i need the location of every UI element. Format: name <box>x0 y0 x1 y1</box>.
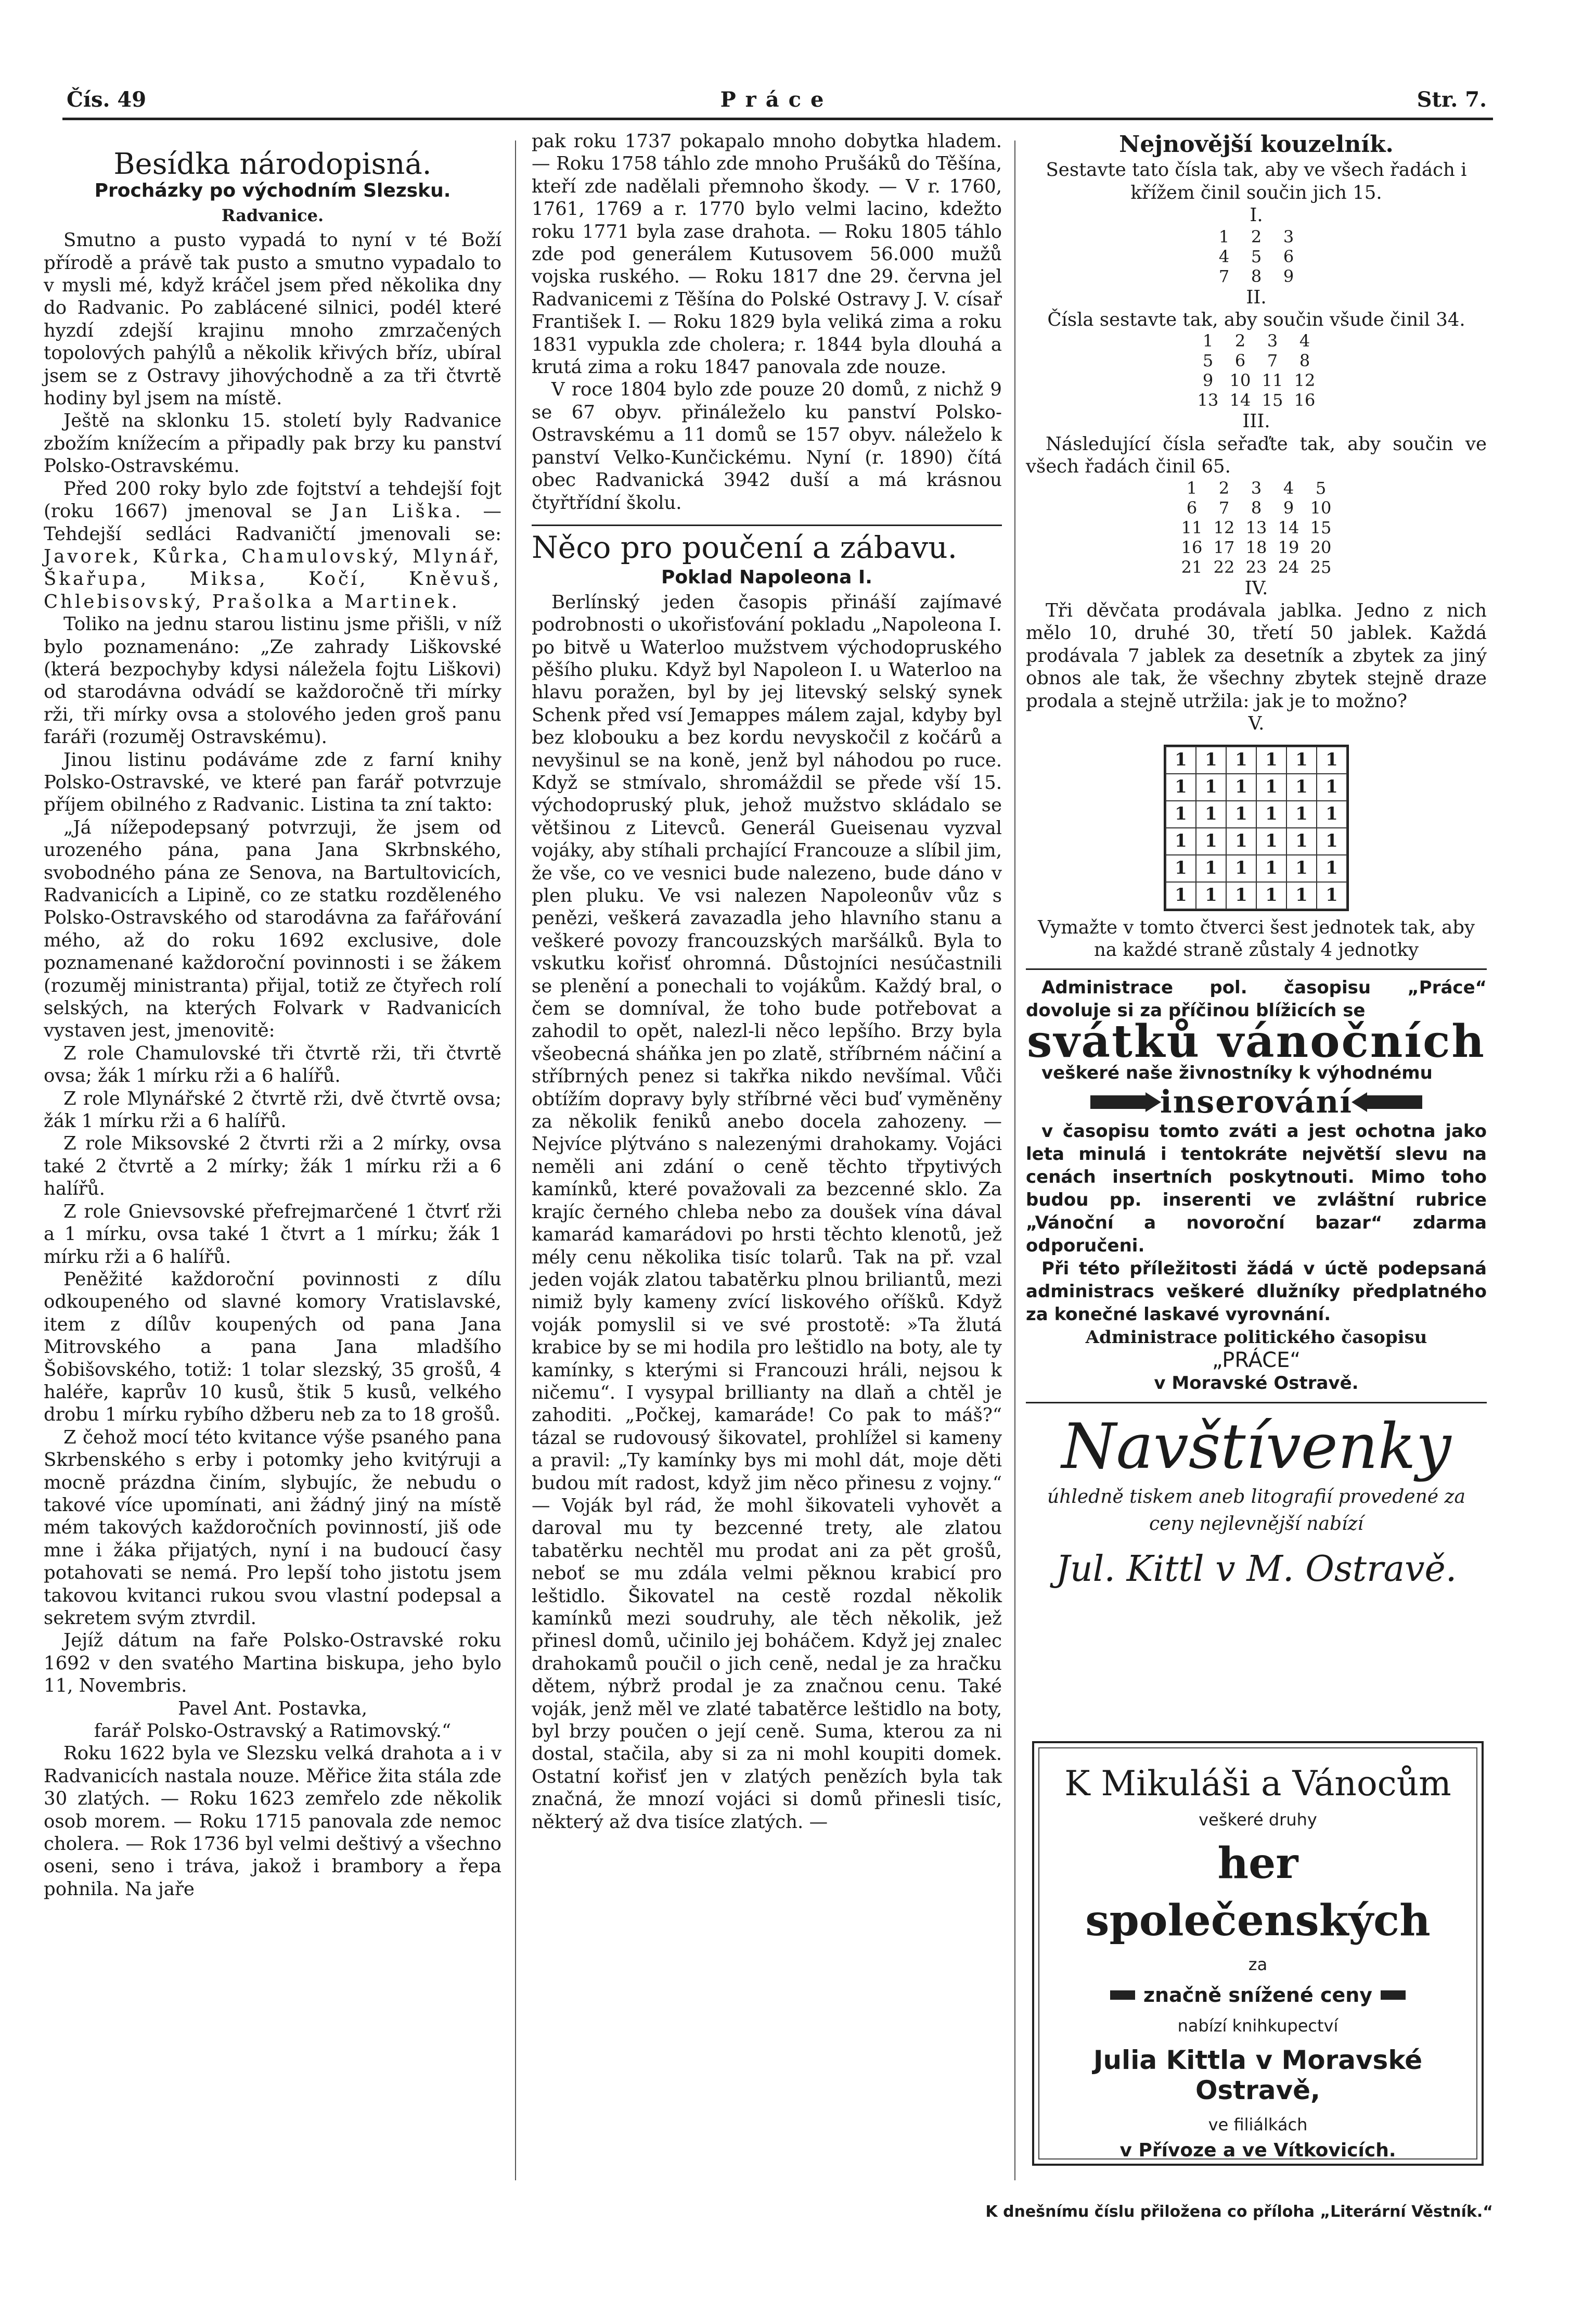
article-place: Radvanice. <box>221 205 324 225</box>
grid-cell: 1 <box>1226 855 1256 882</box>
grid-cell: 8 <box>1299 351 1310 371</box>
grid-cell: 1 <box>1226 774 1256 801</box>
grid-row <box>1166 801 1347 828</box>
grid-cell: 10 <box>1229 370 1251 391</box>
divider <box>1026 968 1487 970</box>
grid-cell: 13 <box>1245 517 1267 538</box>
grid-cell: 24 <box>1278 557 1299 577</box>
grid-cell: 18 <box>1245 537 1267 557</box>
grid-row <box>1166 747 1347 774</box>
grid-cell: 1 <box>1317 801 1347 828</box>
grid-cell: 1 <box>1317 882 1347 909</box>
ad-text: ve filiálkách <box>1208 2115 1308 2135</box>
grid-cell: 5 <box>1251 246 1262 266</box>
grid-cell: 7 <box>1218 266 1230 286</box>
grid-row <box>1166 855 1347 882</box>
grid-cell: 10 <box>1310 497 1332 518</box>
grid-cell: 15 <box>1310 517 1332 538</box>
grid-cell: 1 <box>1202 331 1214 351</box>
puzzle-title: Nejnovější kouzelník. <box>1119 131 1394 158</box>
grid-cell: 1 <box>1226 882 1256 909</box>
newspaper-title: Práce <box>720 87 833 112</box>
column-divider <box>515 140 516 2180</box>
administration-notice <box>1026 976 1487 1395</box>
grid-cell: 20 <box>1310 537 1332 557</box>
grid-cell: 25 <box>1310 557 1332 577</box>
ad-text: úhledně tiskem aneb litografií provedené za ceny nejlevnější nabízí <box>1047 1486 1465 1535</box>
footer-note: K dnešnímu číslu přiložena co příloha „Literární Věstník.“ <box>985 2203 1493 2221</box>
grid-cell: 16 <box>1294 390 1316 411</box>
paragraph: Peněžité každoroční povinnosti z dílu odkoupeného od slavné komory Vratislavské, item z dílův koupených od pana Jana Mitrovského a pana Jana mladšího Šobišovského, totiž: 1 tolar slezský, 35 grošů, 4 haléře, kaprův 10 kusů, štik 5 kusů, velkého drobu 1 mírku rybího džberu neb za to 18 grošů. <box>44 1268 501 1426</box>
notice-text: Při této příležitosti žádá v úctě podepsaná administracs veškeré dlužníky předplatného za konečné laskavé vyrovnání. <box>1026 1258 1487 1325</box>
issue-number: Čís. 49 <box>67 87 147 112</box>
ad-text: za <box>1248 1954 1268 1974</box>
grid-cell: 6 <box>1234 351 1246 371</box>
paragraph: V roce 1804 bylo zde pouze 20 domů, z nichž 9 se 67 obyv. přináleželo ku panství Polsko-Ostravskému a 11 domů se 157 obyv. náleželo k panství Velko-Kunčickému. Nyní (r. 1890) čítá obec Radvanická 3942 duší a má krásnou čtyřtřídní školu. <box>532 379 1002 514</box>
paragraph: Toliko na jednu starou listinu jsme přišli, v níž bylo poznamenáno: „Ze zahrady Liškovské (která bezpochyby kdysi náležela fojtu Liškovi) od starodávna odvádí se každoročně tři mírky rži, tři mírky ovsa a stolového jeden groš panu faráři (rozuměj Ostravskému). <box>44 614 501 748</box>
grid-cell: 1 <box>1226 747 1256 774</box>
grid-cell: 4 <box>1283 478 1294 498</box>
ad-signature: Jul. Kittl v M. Ostravě. <box>1056 1549 1457 1590</box>
grid-cell: 1 <box>1166 882 1196 909</box>
grid-row <box>1176 538 1337 557</box>
divider <box>532 525 1002 526</box>
number-grid-2 <box>1192 331 1321 410</box>
paragraph: pak roku 1737 pokapalo mnoho dobytka hladem. — Roku 1758 táhlo zde mnoho Prušáků do Těšína, kteří zde nadělali přemnoho škody. — V r. 1760, 1761, 1769 a r. 1770 bylo velmi lacino, kdežto roku 1771 byla zase drahota. — Roku 1805 táhlo zde pod generálem Kutusovem 56.000 mužů vojska ruského. — Roku 1817 dne 29. června jel Radvanicemi z Těšína do Polské Ostravy J. V. císař František I. — Roku 1829 byla veliká zima a roku 1831 vypukla zde cholera; r. 1844 byla dlouhá a krutá zima a roku 1847 panovala zde nouze. <box>532 131 1002 378</box>
grid-cell: 2 <box>1218 478 1230 498</box>
grid-cell: 1 <box>1286 855 1317 882</box>
article-subtitle: Procházky po východním Slezsku. <box>94 180 451 202</box>
grid-cell: 1 <box>1256 882 1286 909</box>
grid-row <box>1192 390 1321 410</box>
paragraph: Smutno a pusto vypadá to nyní v té Boží přírodě a právě tak pusto a smutno vypadalo to v mysli mé, když kráčel jsem před několika dny do Radvanic. Po zablácené silnici, podél které hyzdí zdejší krajinu mnoho zmrzačených topolových pahýlů a několik křivých bříz, ubíral jsem se z Ostravy jihovýchodně a za tři čtvrtě hodiny byl jsem na místě. <box>44 229 501 410</box>
paragraph: Tři děvčata prodávala jablka. Jedno z nich mělo 10, druhé 30, třetí 50 jablek. Každá prodávala 7 jablek za desetník a zbytek za jiný obnos ale tak, že všechny zbytek stejně draze prodala a stejně utržila: jak je to možno? <box>1026 600 1487 712</box>
grid-cell: 7 <box>1267 351 1278 371</box>
paragraph: „Já nížepodepsaný potvrzuji, že jsem od urozeného pána, pana Jana Skrbnského, svobodného pána ze Senova, na Bartultovicích, Radvanicích a Lipině, co ze statku rozděleného Polsko-Ostravského od starodávna za fařářování mého, až do roku 1692 exclusive, dole poznamenané každoroční povinnosti i se žákem (rozuměj ministranta) přijal, totiž ze čtyřech rolí selských, na kterých Folvark v Radvanicích vystaven jest, jmenovitě: <box>44 816 501 1042</box>
grid-cell: 9 <box>1202 370 1214 391</box>
grid-cell: 1 <box>1196 855 1226 882</box>
grid-cell: 9 <box>1283 497 1294 518</box>
paragraph: Jejíž dátum na faře Polsko-Ostravské roku 1692 v den svatého Martina biskupa, jeho bylo 11, Novembris. <box>44 1630 501 1697</box>
article-title: Besídka národopisná. <box>113 147 432 181</box>
paragraph: Ještě na sklonku 15. století byly Radvanice zbožím knížecím a připadly pak brzy ku panství Polsko-Ostravskému. <box>44 410 501 477</box>
grid-cell: 1 <box>1317 747 1347 774</box>
grid-cell: 1 <box>1218 226 1230 247</box>
grid-cell: 1 <box>1166 801 1196 828</box>
grid-cell: 1 <box>1256 828 1286 855</box>
grid-cell: 17 <box>1213 537 1235 557</box>
decorative-bar <box>1110 1990 1135 2000</box>
grid-cell: 1 <box>1196 801 1226 828</box>
pointing-hand-icon <box>1090 1095 1148 1109</box>
paragraph: Berlínský jeden časopis přináší zajímavé podrobnosti o ukořisťování pokladu „Napoleona I. po bitvě u Waterloo mužstvem východopruského pěšího pluku. Když byl Napoleon I. u Waterloo na hlavu poražen, byl by jej litevský selský synek Schenk před vsí Jemappes málem zajal, kdyby byl bez klobouku a bez kordu nevyskočil z kočárů a nevyšinul se na koně, jenž byl náhodou po ruce. Když se stmívalo, shromáždil se přede vší 15. východopruský pluk, jehož mužstvo skládalo se většinou z Litevců. Generál Gueisenau vyzval vojáky, aby stíhali prchající Francouze a slíbil jim, že vše, co ve vesnici bude nalezeno, bude dáno v plen pluku. Ve vsi nalezen Napoleonův vůz s penězi, veškerá zavazadla jeho hlavního stanu a veškeré povozy francouzských maršálků. Byla to vskutku kořisť ohromná. Důstojníci nesúčastnili se plenění a ponechali to vojákům. Každý bral, o čem se domníval, že toho bude potřebovat a zahodil to opět, nalezl-li něco lepšího. Brzy byla všeobecná sháňka jen po zlatě, stříbrném náčiní a stříbrných penez si takřka nikdo nevšímal. Vůči obtížím dopravy byly stříbrné věci buď vyměněny za několik feniků anebo docela zahozeny. — Nejvíce plýtváno s nalezenými drahokamy. Vojáci neměli ani zdání o ceně těchto třpytivých kamínků, které považovali za bezcenné sklo. Za krajíc černého chleba nebo za doušek vína dával kamarád kamarádovi po hrsti těchto klenotů, jež mély cenu několika tisíc tolarů. Tak na př. vzal jeden voják zlatou tabatěrku plnou briliantů, mezi nimiž byly kameny zvící liskového oříšků. Když voják pomyslil si ve své prostotě: »Ta žlutá krabice by se mi hodila pro leštidlo na boty, ale ty kamínky, s kterými si Francouzi hráli, nejsou k ničemu“. I vysypal brillianty na dlaň a chtěl je zahoditi. „Počkej, kamaráde! Co pak to máš?“ tázal se rudovousý šikovatel, prohlížel si kameny a pravil: „Ty kamínky bys mi mohl dát, moje děti budou mít radost, když jim něco přinesu z vojny.“ — Voják byl rád, že mohl šikovateli vyhovět a daroval mu ty bezcenné trety, ale zlatou tabatěrku nechtěl mu prodat ani za pět grošů, neboť se mu zdála velmi pěknou krabicí pro leštidlo. Šikovatel na cestě rozdal několik kamínků mezi soudruhy, ale těch několik, jež přinesl domů, učinilo jej boháčem. Když jej znalec drahokamů poučil o jich ceně, nedal je za hračku dětem, nýbrž prodal je za značnou cenu. Také voják, jenž měl ve zlaté tabatěrce leštidlo na boty, byl brzy poučen o její ceně. Suma, kterou za ni dostal, stačila, aby si za ni mohl koupiti domek. Ostatní kořisť jen v zlatých penězích byla tak značná, že mnozí vojáci si domů přinesli tisíc, některý až dva tisíce zlatých. — <box>532 591 1002 1833</box>
grid-cell: 16 <box>1181 537 1203 557</box>
ad-text: nabízí knihkupectví <box>1177 2016 1338 2036</box>
grid-row <box>1166 774 1347 801</box>
notice-headline: inserování <box>1160 1084 1353 1121</box>
grid-row <box>1176 557 1337 577</box>
column-1 <box>44 130 501 1900</box>
grid-cell: 14 <box>1229 390 1251 411</box>
paragraph: Roku 1622 byla ve Slezsku velká drahota a i v Radvanicích nastala nouze. Měřice žita stála zde 30 zlatých. — Roku 1623 zemřelo zde několik osob morem. — Roku 1715 panovala zde nemoc cholera. — Rok 1736 byl velmi deštivý a všechno oseni, seno i tráva, jakož i brambory a řepa pohnila. Na jaře <box>44 1743 501 1900</box>
puzzle-label: I. <box>1250 205 1263 226</box>
grid-cell: 22 <box>1213 557 1235 577</box>
puzzle-label: V. <box>1248 713 1265 735</box>
notice-signature: Administrace politického časopisu <box>1085 1327 1427 1348</box>
ad-price-line: značně snížené ceny <box>1039 1984 1476 2007</box>
inserovani-row <box>1026 1084 1487 1121</box>
ad-text: v Přívoze a ve Vítkovicích. <box>1119 2140 1396 2161</box>
grid-cell: 1 <box>1256 747 1286 774</box>
grid-row <box>1192 370 1321 390</box>
grid-cell: 5 <box>1315 478 1327 498</box>
grid-cell: 1 <box>1256 801 1286 828</box>
pointing-hand-icon <box>1365 1095 1422 1109</box>
paragraph: Z role Chamulovské tři čtvrtě rži, tři čtvrtě ovsa; žák 1 mírku rži a 6 halířů. <box>44 1042 501 1087</box>
grid-cell: 3 <box>1283 226 1294 247</box>
column-3 <box>1026 130 1487 1601</box>
grid-cell: 1 <box>1286 801 1317 828</box>
grid-cell: 14 <box>1278 517 1299 538</box>
puzzle-intro: Následující čísla seřaďte tak, aby součin ve všech řadách činil 65. <box>1026 433 1487 478</box>
grid-cell: 9 <box>1283 266 1294 286</box>
grid-row <box>1166 828 1347 855</box>
grid-cell: 7 <box>1218 497 1230 518</box>
grid-row <box>1208 227 1305 247</box>
ad-text: veškeré druhy <box>1199 1810 1317 1830</box>
ad-seller: Julia Kittla v Moravské Ostravě, <box>1093 2045 1423 2105</box>
grid-cell: 1 <box>1166 774 1196 801</box>
grid-cell: 2 <box>1251 226 1262 247</box>
grid-cell: 11 <box>1181 517 1203 538</box>
grid-cell: 1 <box>1166 747 1196 774</box>
notice-text: veškeré naše živnostníky k výhodnému <box>1041 1063 1433 1084</box>
grid-cell: 8 <box>1251 497 1262 518</box>
divider <box>1026 1402 1487 1403</box>
section-title: Něco pro poučení a zábavu. <box>532 529 958 565</box>
page-number: Str. 7. <box>1417 87 1487 112</box>
grid-row <box>1192 351 1321 370</box>
grid-cell: 1 <box>1166 828 1196 855</box>
paragraph: Z role Gnievsovské přefrejmarčené 1 čtvrť rži a 1 mírku, ovsa také 1 čtvrt a 1 mírku; žák 1 mírku rži a 6 halířů. <box>44 1200 501 1268</box>
article-subtitle: Poklad Napoleona I. <box>661 567 872 589</box>
grid-cell: 3 <box>1267 331 1278 351</box>
grid-cell: 8 <box>1251 266 1262 286</box>
ad-headline: K Mikuláši a Vánocům <box>1064 1764 1451 1804</box>
grid-cell: 4 <box>1218 246 1230 266</box>
grid-cell: 6 <box>1283 246 1294 266</box>
grid-row <box>1208 247 1305 266</box>
grid-cell: 15 <box>1262 390 1283 411</box>
paragraph: Jinou listinu podáváme zde z farní knihy Polsko-Ostravské, ve které pan farář potvrzuje příjem obilného z Radvanic. Listina ta zní takto: <box>44 749 501 816</box>
grid-cell: 1 <box>1196 774 1226 801</box>
grid-row <box>1166 882 1347 909</box>
header-rule <box>62 118 1493 120</box>
column-divider <box>1014 140 1015 2180</box>
notice-text: v časopisu tomto zváti a jest ochotna jako leta minulá i tentokráte největší slevu na cenách insertních poskytnouti. Mimo toho budou pp. inserenti ve zvláštní rubrice „Vánoční a novoroční bazar“ zdarma odporučeni. <box>1026 1121 1487 1257</box>
grid-cell: 1 <box>1317 855 1347 882</box>
grid-cell: 1 <box>1286 747 1317 774</box>
signature: Pavel Ant. Postavka, <box>178 1697 367 1719</box>
grid-row <box>1176 518 1337 538</box>
puzzle-text: Vymažte v tomto čtverci šest jednotek tak, aby na každé straně zůstaly 4 jednotky <box>1037 916 1475 961</box>
grid-cell: 19 <box>1278 537 1299 557</box>
puzzle-intro: Sestavte tato čísla tak, aby ve všech řadách i křížem činil součin jich 15. <box>1046 159 1467 203</box>
signature: farář Polsko-Ostravský a Ratimovský.“ <box>94 1720 452 1742</box>
ones-square <box>1164 745 1349 911</box>
grid-cell: 5 <box>1202 351 1214 371</box>
grid-cell: 1 <box>1196 828 1226 855</box>
grid-cell: 1 <box>1256 774 1286 801</box>
grid-cell: 1 <box>1196 882 1226 909</box>
grid-cell: 12 <box>1294 370 1316 391</box>
grid-cell: 13 <box>1197 390 1219 411</box>
ad-headline: Navštívenky <box>1061 1411 1451 1484</box>
grid-cell: 12 <box>1213 517 1235 538</box>
page-header <box>67 87 1487 119</box>
grid-cell: 1 <box>1317 774 1347 801</box>
grid-cell: 2 <box>1234 331 1246 351</box>
paragraph: Z role Miksovské 2 čtvrti rži a 2 mírky, ovsa také 2 čtvrtě a 2 mírky; žák 1 mírku rži a 6 halířů. <box>44 1133 501 1200</box>
grid-cell: 1 <box>1286 828 1317 855</box>
grid-cell: 1 <box>1317 828 1347 855</box>
grid-cell: 1 <box>1186 478 1198 498</box>
grid-cell: 1 <box>1286 882 1317 909</box>
grid-cell: 1 <box>1226 828 1256 855</box>
paragraph: Z čehož mocí této kvitance výše psaného pana Skrbenského s erby i potomky jeho kvitýruji a mocně prázdna činím, slybujíc, že nebudu o takové více upomínati, ani žádný jiný na místě mém takových každoročních povinností, jiš ode mne i žáka přijatých, nyní i na budoucí časy potahovati se nemá. Pro lepší toho jistotu jsem takovou kvitanci rukou svou vlastní podepsal a sekretem svým ztvrdil. <box>44 1426 501 1629</box>
notice-signature: v Moravské Ostravě. <box>1154 1373 1359 1394</box>
paragraph: Z role Mlynářské 2 čtvrtě rži, dvě čtvrtě ovsa; žák 1 mírku rži a 6 halířů. <box>44 1088 501 1132</box>
grid-cell: 6 <box>1186 497 1198 518</box>
grid-row <box>1208 266 1305 286</box>
puzzle-label: IV. <box>1244 577 1268 599</box>
notice-signature: „PRÁCE“ <box>1212 1348 1301 1373</box>
paragraph: Před 200 roky bylo zde fojtství a tehdejší fojt (roku 1667) jmenoval se Jan Liška. — Tehdejší sedláci Radvaničtí jmenovali se: Javorek, Kůrka, Chamulovský, Mlynář, Škařupa, Miksa, Kočí, Kněvuš, Chlebisovský, Prašolka a Martinek. <box>44 478 501 612</box>
games-ad-box <box>1032 1741 1484 2166</box>
grid-cell: 21 <box>1181 557 1203 577</box>
puzzle-intro: Čísla sestavte tak, aby součin všude činil 34. <box>1047 309 1465 331</box>
puzzle-label: II. <box>1246 286 1267 308</box>
puzzle-label: III. <box>1242 411 1270 432</box>
grid-row <box>1192 331 1321 351</box>
grid-cell: 3 <box>1251 478 1262 498</box>
notice-text: Administrace pol. časopisu „Práce“ dovoluje si za příčinou blížicích se <box>1026 977 1487 1021</box>
grid-cell: 1 <box>1286 774 1317 801</box>
column-2 <box>532 130 1002 1833</box>
grid-cell: 1 <box>1196 747 1226 774</box>
business-card-ad <box>1026 1411 1487 1593</box>
grid-cell: 4 <box>1299 331 1310 351</box>
number-grid-3 <box>1176 478 1337 577</box>
grid-cell: 23 <box>1245 557 1267 577</box>
grid-row <box>1176 478 1337 498</box>
notice-headline: svátků vánočních <box>1027 1015 1486 1068</box>
grid-cell: 1 <box>1226 801 1256 828</box>
grid-cell: 11 <box>1262 370 1283 391</box>
grid-cell: 1 <box>1166 855 1196 882</box>
grid-cell: 1 <box>1256 855 1286 882</box>
ad-headline: her společenských <box>1085 1838 1431 1946</box>
number-grid-1 <box>1208 227 1305 286</box>
grid-row <box>1176 498 1337 518</box>
decorative-bar <box>1381 1990 1406 2000</box>
